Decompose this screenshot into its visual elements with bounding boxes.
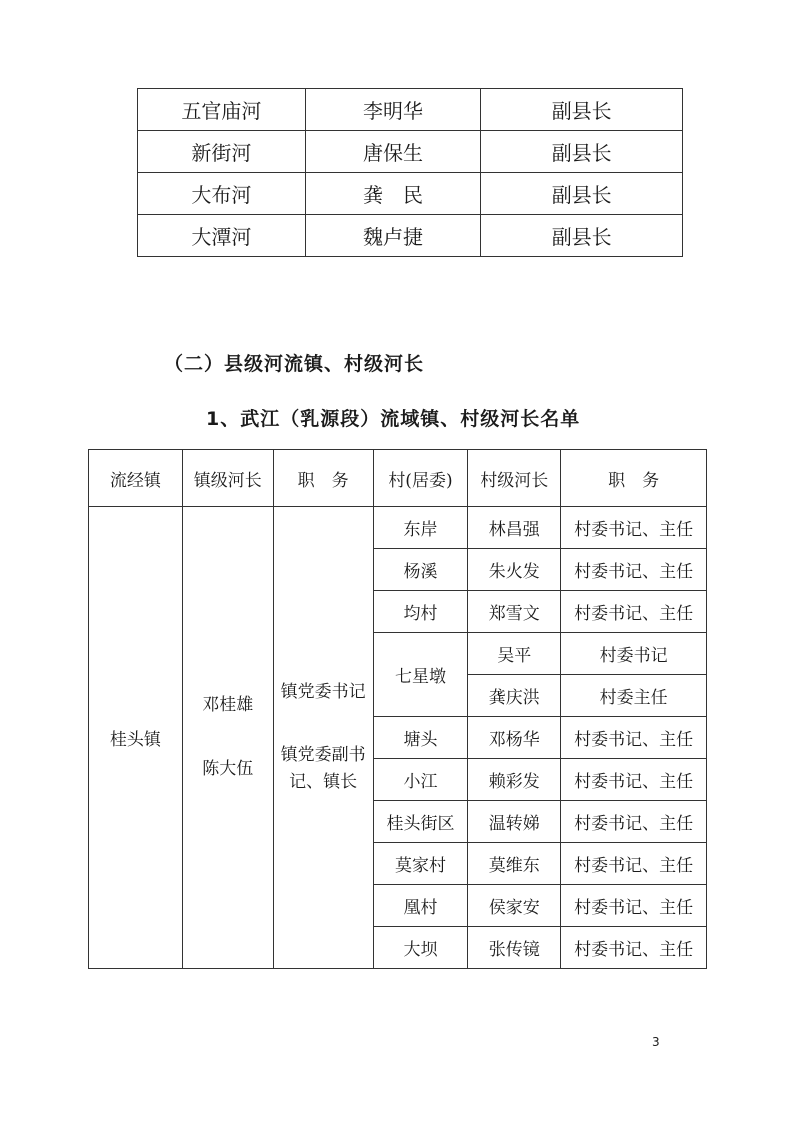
village-title-cell: 村委书记、主任 bbox=[561, 549, 707, 591]
village-chief-cell: 温转娣 bbox=[468, 801, 561, 843]
village-cell: 七星墩 bbox=[373, 633, 468, 717]
town-chief-cell bbox=[182, 507, 273, 969]
village-title-cell: 村委书记、主任 bbox=[561, 507, 707, 549]
title-cell: 副县长 bbox=[481, 89, 683, 131]
village-chief-cell: 赖彩发 bbox=[468, 759, 561, 801]
title-cell: 副县长 bbox=[481, 131, 683, 173]
name-cell: 魏卢捷 bbox=[305, 215, 481, 257]
village-chief-cell: 侯家安 bbox=[468, 885, 561, 927]
village-cell: 桂头街区 bbox=[373, 801, 468, 843]
title-cell: 副县长 bbox=[481, 173, 683, 215]
name-cell: 龚 民 bbox=[305, 173, 481, 215]
title-cell: 副县长 bbox=[481, 215, 683, 257]
town-cell: 桂头镇 bbox=[89, 507, 183, 969]
name-cell: 李明华 bbox=[305, 89, 481, 131]
village-title-cell: 村委书记、主任 bbox=[561, 885, 707, 927]
village-chief-cell: 龚庆洪 bbox=[468, 675, 561, 717]
sub-heading: 1、武江（乳源段）流域镇、村级河长名单 bbox=[206, 408, 581, 430]
table-row bbox=[138, 89, 683, 131]
header-town: 流经镇 bbox=[89, 450, 183, 507]
village-cell: 大坝 bbox=[373, 927, 468, 969]
river-cell: 新街河 bbox=[138, 131, 306, 173]
village-title-cell: 村委主任 bbox=[561, 675, 707, 717]
table-header-row bbox=[89, 450, 707, 507]
village-title-cell: 村委书记、主任 bbox=[561, 927, 707, 969]
name-cell: 唐保生 bbox=[305, 131, 481, 173]
village-chief-cell: 吴平 bbox=[468, 633, 561, 675]
table-row bbox=[138, 131, 683, 173]
village-title-cell: 村委书记、主任 bbox=[561, 717, 707, 759]
town-chief-1: 邓桂雄 bbox=[202, 695, 254, 716]
table-row bbox=[138, 215, 683, 257]
header-village: 村(居委) bbox=[373, 450, 468, 507]
village-chief-cell: 林昌强 bbox=[468, 507, 561, 549]
river-cell: 大布河 bbox=[138, 173, 306, 215]
town-title-cell bbox=[273, 507, 373, 969]
river-cell: 五官庙河 bbox=[138, 89, 306, 131]
village-cell: 莫家村 bbox=[373, 843, 468, 885]
village-title-cell: 村委书记 bbox=[561, 633, 707, 675]
village-chief-cell: 邓杨华 bbox=[468, 717, 561, 759]
village-cell: 东岸 bbox=[373, 507, 468, 549]
table-row bbox=[138, 173, 683, 215]
header-town-title: 职 务 bbox=[273, 450, 373, 507]
village-chief-cell: 朱火发 bbox=[468, 549, 561, 591]
village-cell: 塘头 bbox=[373, 717, 468, 759]
page-number: 3 bbox=[652, 1035, 660, 1049]
header-village-title: 职 务 bbox=[561, 450, 707, 507]
village-title-cell: 村委书记、主任 bbox=[561, 843, 707, 885]
town-title-1: 镇党委书记 bbox=[280, 681, 366, 702]
village-title-cell: 村委书记、主任 bbox=[561, 591, 707, 633]
village-cell: 杨溪 bbox=[373, 549, 468, 591]
river-cell: 大潭河 bbox=[138, 215, 306, 257]
village-cell: 凰村 bbox=[373, 885, 468, 927]
village-cell: 小江 bbox=[373, 759, 468, 801]
header-village-chief: 村级河长 bbox=[468, 450, 561, 507]
village-chief-cell: 莫维东 bbox=[468, 843, 561, 885]
village-title-cell: 村委书记、主任 bbox=[561, 801, 707, 843]
town-village-chief-table bbox=[88, 449, 707, 969]
village-cell: 均村 bbox=[373, 591, 468, 633]
town-title-2-line2: 记、镇长 bbox=[289, 772, 358, 793]
town-chief-2: 陈大伍 bbox=[202, 758, 254, 779]
town-title-2-line1: 镇党委副书 bbox=[280, 744, 366, 765]
table-row bbox=[89, 507, 707, 549]
river-chief-table-top bbox=[137, 88, 683, 257]
village-title-cell: 村委书记、主任 bbox=[561, 759, 707, 801]
village-chief-cell: 郑雪文 bbox=[468, 591, 561, 633]
header-town-chief: 镇级河长 bbox=[182, 450, 273, 507]
section-heading: （二）县级河流镇、村级河长 bbox=[164, 353, 425, 375]
village-chief-cell: 张传镜 bbox=[468, 927, 561, 969]
